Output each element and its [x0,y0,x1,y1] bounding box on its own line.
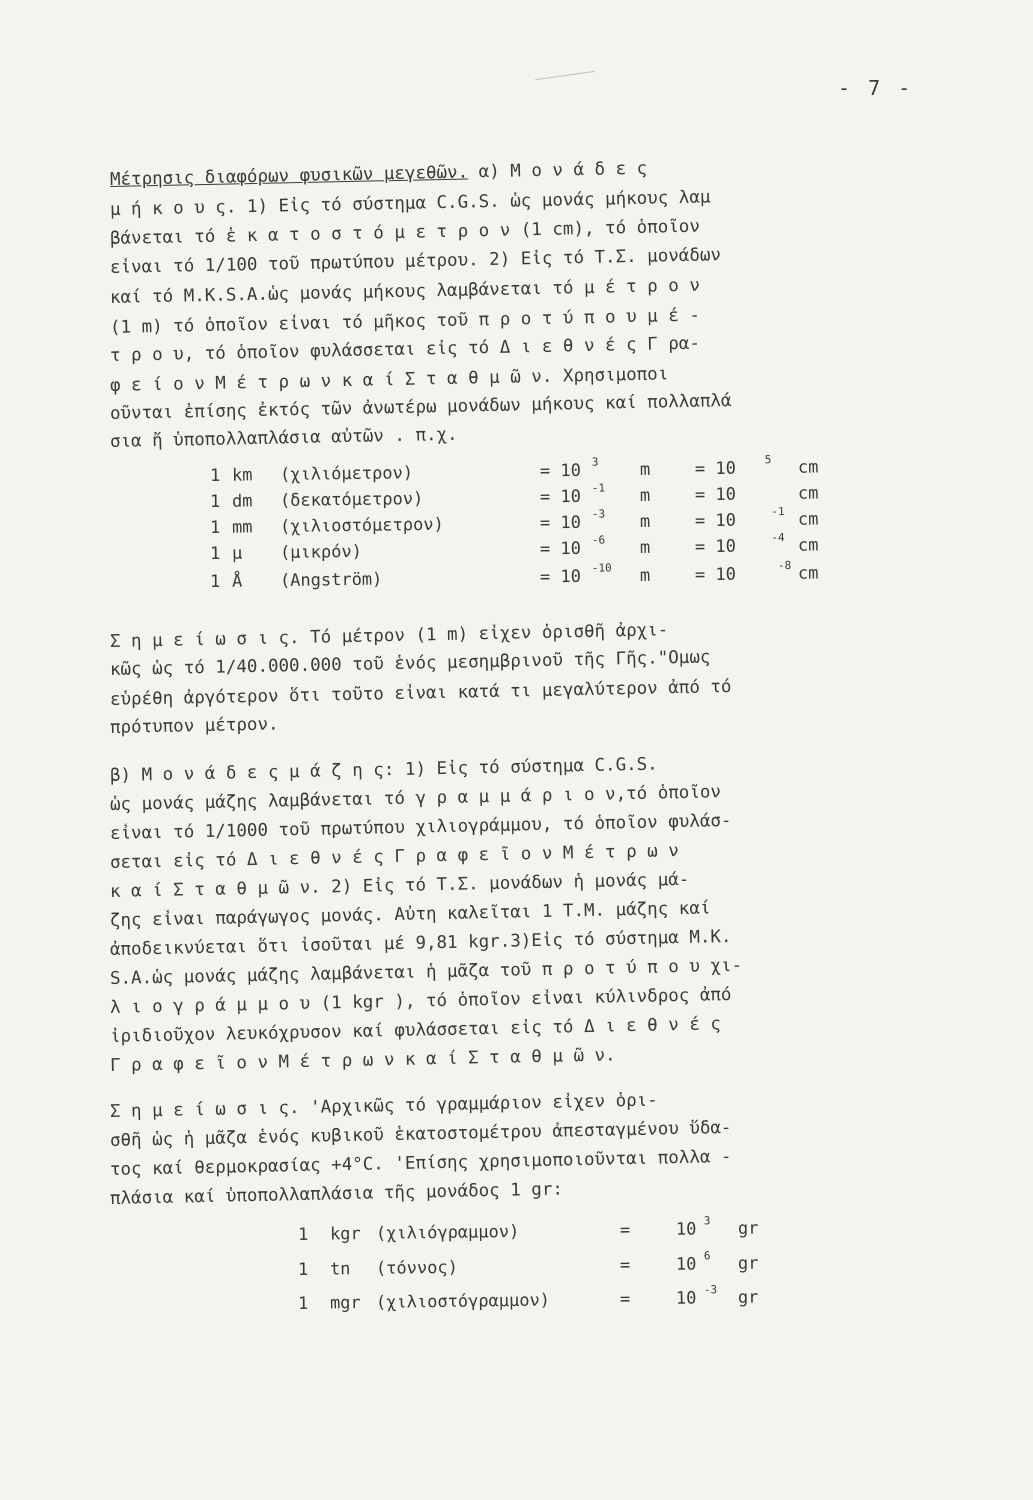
table-row: 1 mm (χιλιοστόμετρον) = 10 $^{-3}$ m = 10 $^{-1}$ cm [209,504,819,538]
table-row: 1 Å (Angström) = 10 $^{-10}$ m = 10 $^{-8}$ cm [209,558,819,592]
paragraph-line: ὡς μονάς μάζης λαμβάνεται τό γ ρ α μ μ ά ρ ι ο ν,τό ὁποῖον [109,782,722,815]
paragraph-line: εἶναι τό 1/100 τοῦ πρωτύπου μέτρου. 2) Εἰς τό Τ.Σ. μονάδων [109,245,722,278]
table-row: 1 tn (τόννος) = 10 $^6$ gr [297,1249,759,1280]
paragraph-line: εὑρέθη ἀργότερον ὅτι τοῦτο εἶναι κατά τι μεγαλύτερον ἀπό τό [109,676,732,710]
paragraph-line: καί τό M.K.S.A.ὡς μονάς μήκους λαμβάνεται τό μ έ τ ρ ο ν [109,275,701,308]
table-row: 1 km (χιλιόμετρον) = 10 $^3$ m = 10 $^5$ cm [209,453,819,486]
paragraph-line: β) Μ ο ν ά δ ε ς μ ά ζ η ς: 1) Εἰς τό σύστημα C.G.S. [109,754,658,786]
paragraph-line: πρότυπον μέτρον. [109,714,279,738]
table-row: 1 μ (μικρόν) = 10 $^{-6}$ m = 10 $^{-4}$ cm [209,530,819,564]
paragraph-line: τος καί θερμοκρασίας +4°C. 'Επίσης χρησιμοποιοῦνται πολλα - [109,1146,732,1180]
paragraph-line: οῦνται ἐπίσης ἐκτός τῶν ἀνωτέρω μονάδων μήκους καί πολλαπλά [109,390,732,424]
table-row: 1 dm (δεκατόμετρον) = 10 $^{-1}$ m = 10 cm [209,481,819,512]
paragraph-line: εἶναι τό 1/1000 τοῦ πρωτύπου χιλιογράμμου, τό ὁποῖον φυλάσ- [109,810,732,844]
paragraph-line: S.A.ὡς μονάς μάζης λαμβάνεται ἡ μᾶζα τοῦ π ρ ο τ ύ π ο υ χι- [109,955,743,989]
paragraph-line: σια ἤ ὑποπολλαπλάσια αὐτῶν . π.χ. [109,424,458,452]
paragraph-line: Μέτρησις διαφόρων φυσικῶν μεγεθῶν. α) Μ ο ν ά δ ε ς [109,158,648,190]
paragraph-line: Σ η μ ε ί ω σ ι ς. 'Αρχικῶς τό γραμμάριον εἶχεν ὁρι- [109,1090,658,1122]
paragraph-line: λ ι ο γ ρ ά μ μ ο υ (1 kgr ), τό ὁποῖον εἶναι κύλινδρος ἀπό [109,984,732,1018]
page-number: - 7 - [838,76,914,100]
paragraph-line: σεται εἰς τό Δ ι ε θ ν έ ς Γ ρ α φ ε ῖ ο ν Μ έ τ ρ ω ν [109,841,680,873]
paragraph-line: Γ ρ α φ ε ῖ ο ν Μ έ τ ρ ω ν κ α ί Σ τ α θ μ ῶ ν. [109,1045,616,1076]
paragraph-line: κ α ί Σ τ α θ μ ῶ ν. 2) Εἰς τό Τ.Σ. μονάδων ἡ μονάς μά- [109,869,690,902]
paragraph-line: βάνεται τό ἑ κ α τ ο σ τ ό μ ε τ ρ ο ν (1 cm), τό ὁποῖον [109,216,701,249]
table-row: 1 mgr (χιλιοστόγραμμον) = 10 $^{-3}$ gr [297,1283,759,1314]
paragraph-line: (1 m) τό ὁποῖον εἶναι τό μῆκος τοῦ π ρ ο τ ύ π ο υ μ έ - [109,305,701,338]
paragraph-line: Σ η μ ε ί ω σ ι ς. Τό μέτρον (1 m) εἶχεν ὁρισθῆ ἀρχι- [109,620,669,652]
section-heading: Μέτρησις διαφόρων φυσικῶν μεγεθῶν. [109,162,469,190]
paragraph-line: τ ρ ο υ, τό ὁποῖον φυλάσσεται εἰς τό Δ ι ε θ ν έ ς Γ ρα- [109,333,701,366]
paragraph-line: μ ή κ ο υ ς. 1) Εἰς τό σύστημα C.G.S. ὡς μονάς μήκους λαμ [109,187,711,220]
table-row: 1 kgr (χιλιόγραμμον) = 10 $^3$ gr [297,1214,759,1245]
paragraph-line: φ ε ί ο ν Μ έ τ ρ ω ν κ α ί Σ τ α θ μ ῶ ν. Χρησιμοποι [109,364,669,396]
paragraph-line: ἀποδεικνύεται ὅτι ἰσοῦται μέ 9,81 kgr.3)Εἰς τό σύστημα M.K. [109,926,732,960]
paragraph-line: ἰριδιοῦχον λευκόχρυσον καί φυλάσσεται εἰς τό Δ ι ε θ ν έ ς [109,1014,722,1047]
paragraph-line: κῶς ὡς τό 1/40.000.000 τοῦ ἑνός μεσημβρινοῦ τῆς Γῆς."Ομως [109,647,711,680]
paragraph-line: πλάσια καί ὑποπολλαπλάσια τῆς μονάδος 1 gr: [109,1179,564,1209]
paragraph-line: ζης εἶναι παράγωγος μονάς. Αὐτη καλεῖται 1 Τ.Μ. μάζης καί [109,898,711,931]
paragraph-line: σθῆ ὡς ἡ μᾶζα ἑνός κυβικοῦ ἑκατοστομέτρου ἀπεσταγμένου ὕδα- [109,1117,732,1151]
pencil-mark [535,71,595,82]
